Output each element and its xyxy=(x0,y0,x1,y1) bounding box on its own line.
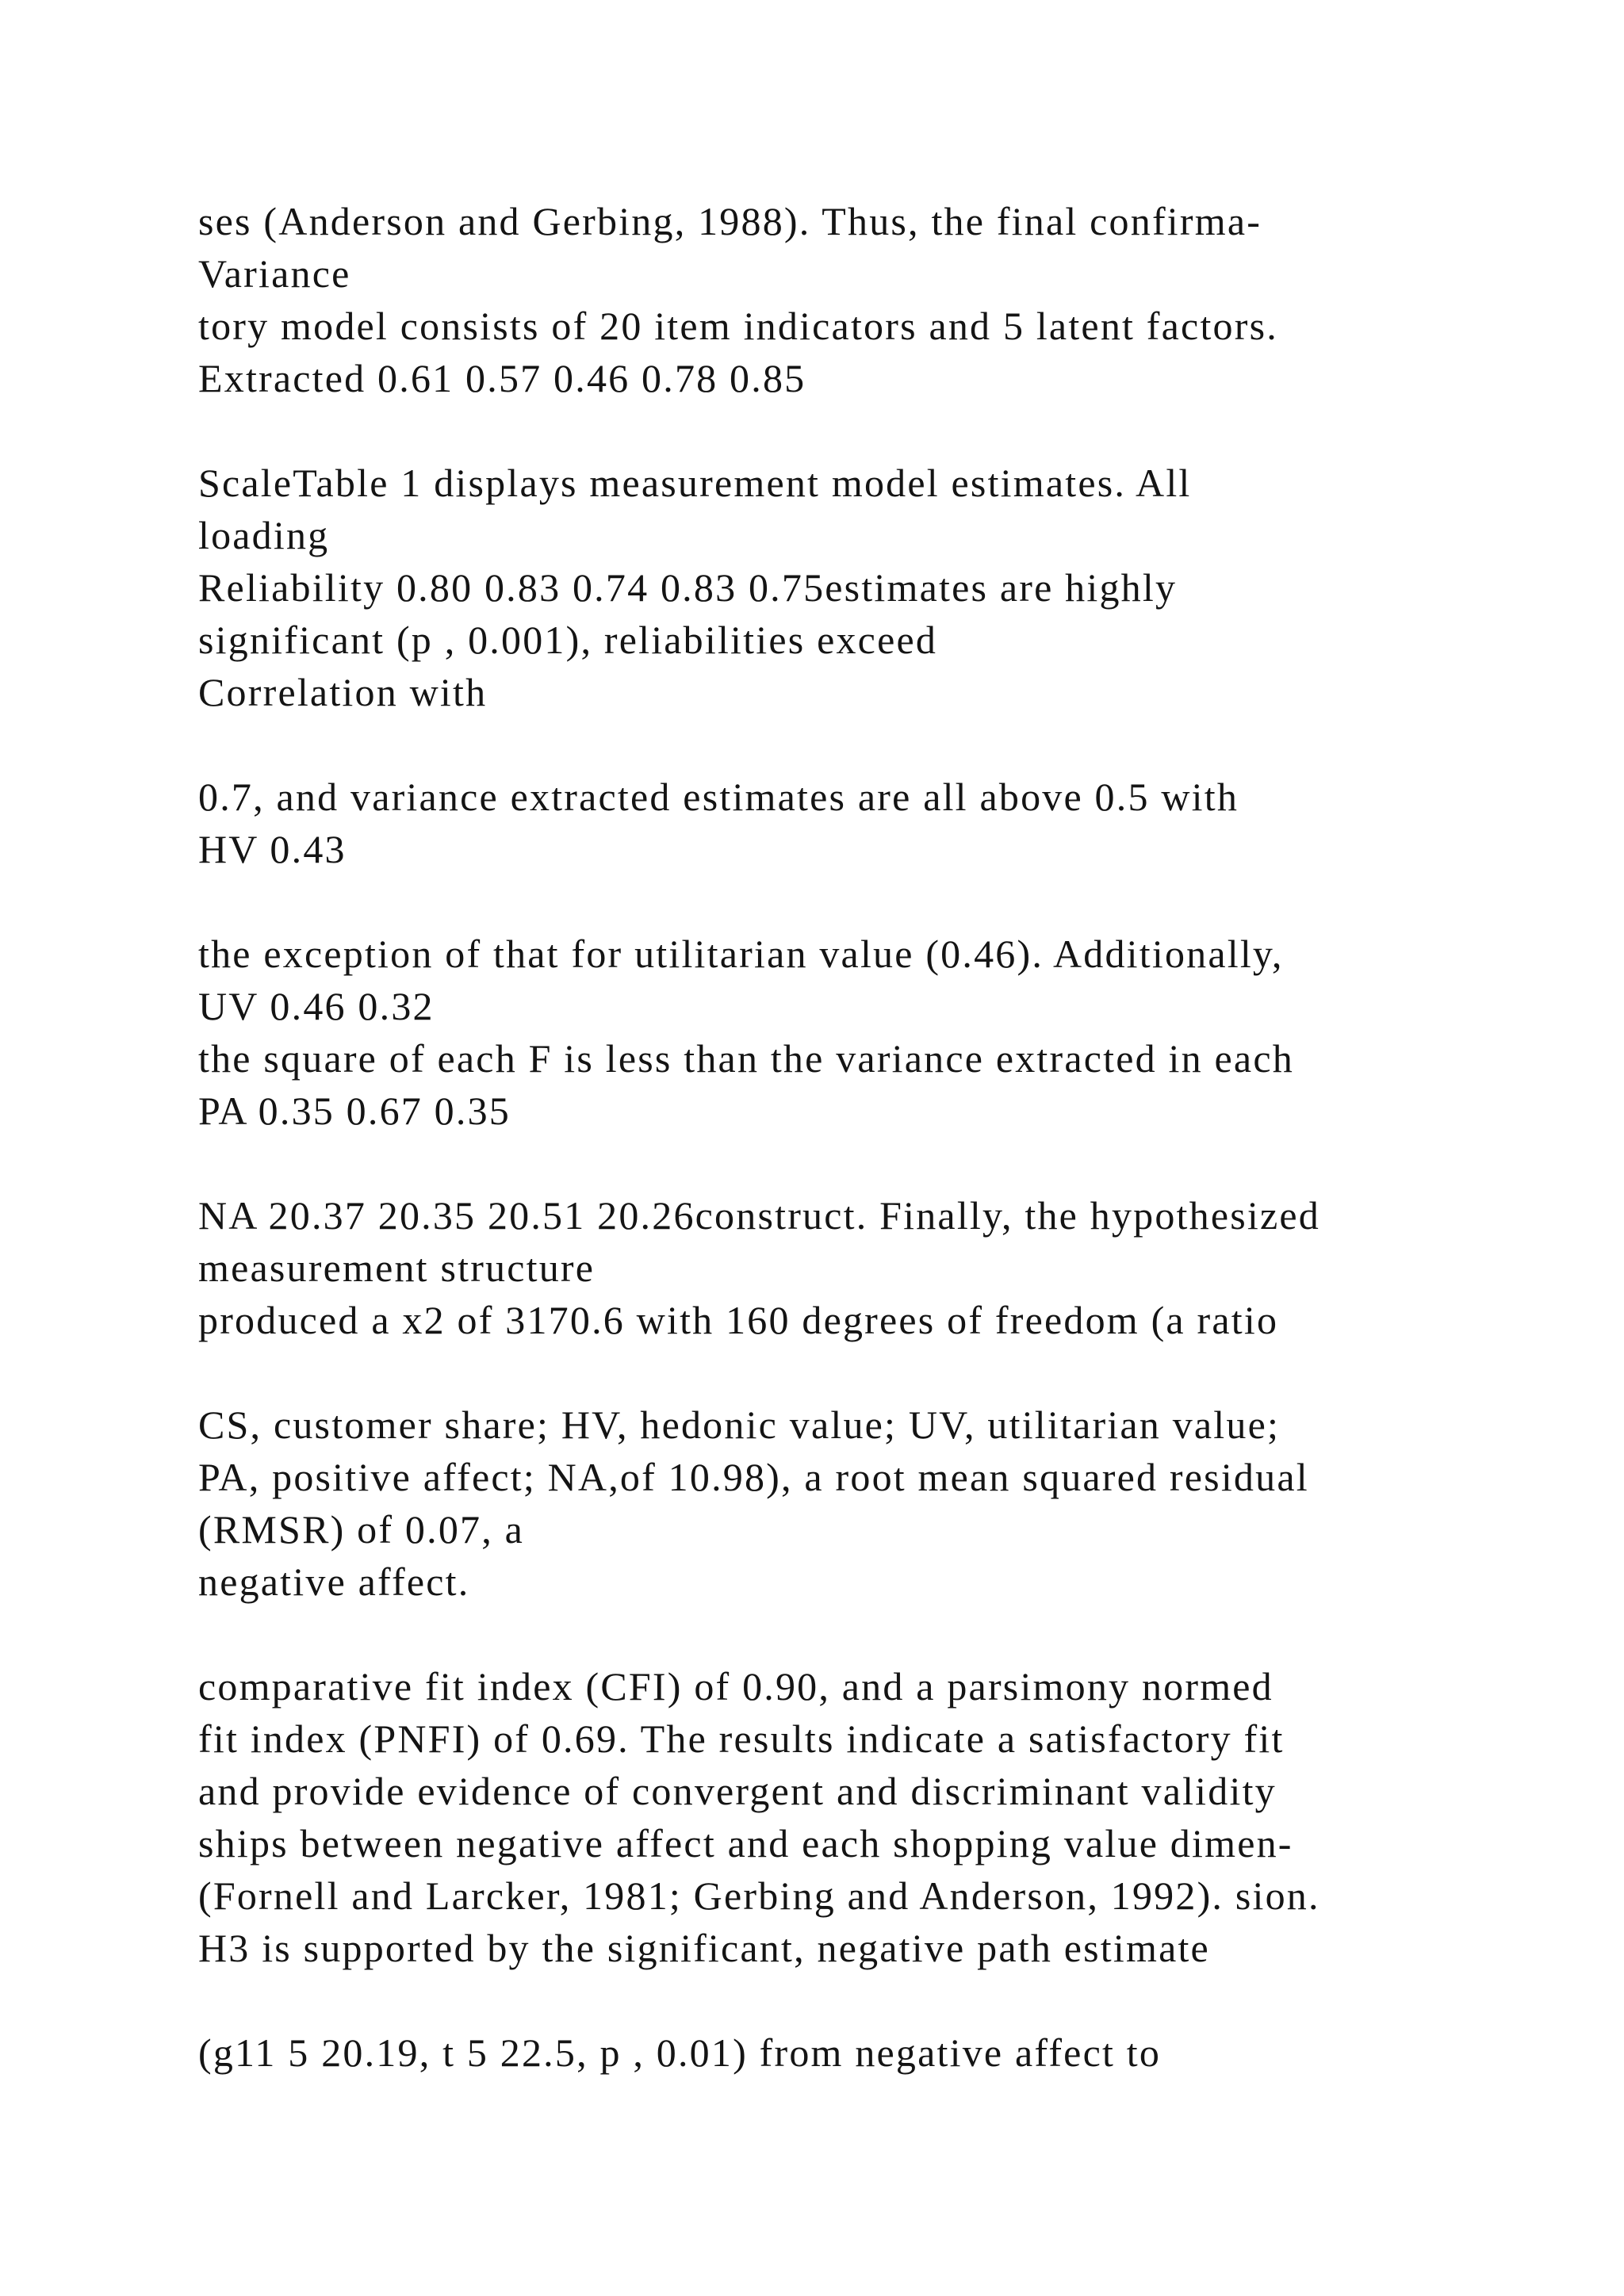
text-line: Variance xyxy=(198,251,351,296)
text-line: UV 0.46 0.32 xyxy=(198,984,435,1028)
blank-line xyxy=(198,875,1546,928)
text-line: significant (p , 0.001), reliabilities exceed xyxy=(198,618,938,662)
text-line: PA 0.35 0.67 0.35 xyxy=(198,1089,511,1133)
blank-line xyxy=(198,1137,1546,1189)
text-line: (g11 5 20.19, t 5 22.5, p , 0.01) from negative affect to xyxy=(198,2030,1162,2075)
text-line: fit index (PNFI) of 0.69. The results indicate a satisfactory fit xyxy=(198,1716,1285,1761)
text-line: ships between negative affect and each shopping value dimen- xyxy=(198,1821,1293,1866)
text-line: Extracted 0.61 0.57 0.46 0.78 0.85 xyxy=(198,356,806,400)
text-line: produced a x2 of 3170.6 with 160 degrees of freedom (a ratio xyxy=(198,1298,1279,1342)
text-line: the exception of that for utilitarian value (0.46). Additionally, xyxy=(198,932,1284,976)
text-line: (Fornell and Larcker, 1981; Gerbing and Anderson, 1992). sion. xyxy=(198,1873,1320,1918)
text-line: PA, positive affect; NA,of 10.98), a root mean squared residual xyxy=(198,1455,1309,1499)
blank-line xyxy=(198,1608,1546,1660)
blank-line xyxy=(198,1346,1546,1399)
text-line: comparative fit index (CFI) of 0.90, and a parsimony normed xyxy=(198,1664,1274,1709)
text-line: loading xyxy=(198,513,330,557)
blank-line xyxy=(198,1974,1546,2026)
text-line: negative affect. xyxy=(198,1559,470,1604)
text-line: Correlation with xyxy=(198,670,488,714)
blank-line xyxy=(198,404,1546,457)
text-line: tory model consists of 20 item indicators and 5 latent factors. xyxy=(198,304,1278,348)
text-line: measurement structure xyxy=(198,1246,596,1290)
text-line: ses (Anderson and Gerbing, 1988). Thus, the final confirma- xyxy=(198,199,1262,243)
text-line: HV 0.43 xyxy=(198,827,347,871)
body-text xyxy=(198,195,1546,2079)
blank-line xyxy=(198,718,1546,771)
text-line: (RMSR) of 0.07, a xyxy=(198,1507,525,1552)
text-line: ScaleTable 1 displays measurement model estimates. All xyxy=(198,461,1192,505)
text-line: the square of each F is less than the variance extracted in each xyxy=(198,1036,1294,1081)
text-line: 0.7, and variance extracted estimates are all above 0.5 with xyxy=(198,775,1239,819)
text-line: Reliability 0.80 0.83 0.74 0.83 0.75estimates are highly xyxy=(198,565,1178,610)
text-line: CS, customer share; HV, hedonic value; UV, utilitarian value; xyxy=(198,1402,1281,1447)
text-line: H3 is supported by the significant, negative path estimate xyxy=(198,1926,1210,1970)
text-line: and provide evidence of convergent and discriminant validity xyxy=(198,1769,1277,1813)
text-line: NA 20.37 20.35 20.51 20.26construct. Finally, the hypothesized xyxy=(198,1193,1320,1238)
